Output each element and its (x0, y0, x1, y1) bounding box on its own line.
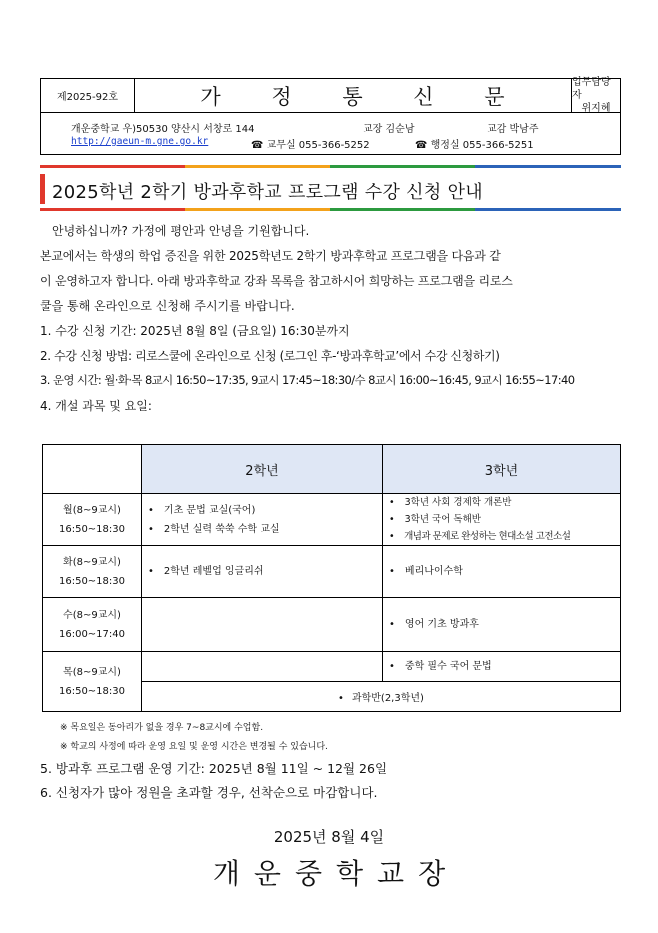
rule-red (40, 165, 185, 168)
intro-line-1: 본교에서는 학생의 학업 증진을 위한 2025학년도 2학기 방과후학교 프로그램을 다음과 같 (40, 249, 501, 263)
item-apply-period: 1. 수강 신청 기간: 2025년 8월 8일 (금요일) 16:30분까지 (40, 324, 350, 338)
grade2-cell (142, 494, 383, 546)
day-time: 16:00~17:40 (58, 628, 125, 640)
header-grade-2: 2학년 (142, 445, 383, 494)
rule-red-bottom (40, 208, 185, 211)
item-schedule: 3. 운영 시간: 월·화·목 8교시 16:50~17:35, 9교시 17:45~18:30/수 8교시 16:00~16:45, 9교시 16:55~17:40 (40, 373, 575, 387)
list-item: • 베리나이수학 (389, 562, 620, 581)
staff-label: 업무담당자 (572, 77, 611, 101)
day-label: 월(8~9교시) (63, 504, 121, 516)
grade3-cell (383, 598, 621, 652)
day-cell (43, 494, 142, 546)
school-address: 개운중학교 우)50530 양산시 서창로 144 (71, 124, 255, 135)
school-info (40, 113, 621, 155)
day-time: 16:50~18:30 (58, 523, 125, 535)
rule-orange (185, 165, 330, 168)
grade3-cell (383, 546, 621, 598)
vice-principal-name: 교감 박남주 (487, 124, 539, 135)
doc-number: 제2025-92호 (41, 79, 135, 112)
grade2-cell (142, 546, 383, 598)
day-time: 16:50~18:30 (58, 575, 125, 587)
day-label: 목(8~9교시) (63, 666, 121, 678)
school-url-link[interactable]: http://gaeun-m.gne.go.kr (71, 136, 209, 147)
doc-title: 가 정 통 신 문 (134, 79, 572, 112)
principal-name: 교장 김순남 (363, 124, 415, 135)
staff-name: 위지혜 (581, 103, 611, 114)
rule-green-bottom (330, 208, 475, 211)
shared-cell (142, 682, 621, 712)
item-courses: 4. 개설 과목 및 요일: (40, 399, 152, 413)
table-row (43, 598, 621, 652)
course-table (42, 444, 621, 712)
header-table (40, 78, 621, 113)
table-row (43, 546, 621, 598)
day-time: 16:50~18:30 (58, 685, 125, 697)
title-accent-bar (40, 174, 45, 204)
admin-office-phone: ☎ 행정실 055-366-5251 (415, 140, 534, 151)
list-item: • 개념과 문제로 완성하는 현대소설 고전소설 (389, 528, 620, 545)
day-cell (43, 598, 142, 652)
grade3-cell (383, 652, 621, 682)
list-item: • 3학년 사회 경제학 개론반 (389, 494, 620, 511)
staff-box (572, 79, 620, 112)
grade2-cell (142, 598, 383, 652)
day-label: 수(8~9교시) (63, 609, 121, 621)
list-item: • 2학년 레벨업 잉글리쉬 (148, 562, 382, 581)
note-thursday: ※ 목요일은 동아리가 없을 경우 7~8교시에 수업함. (60, 723, 264, 733)
rule-blue-bottom (475, 208, 621, 211)
greeting: 안녕하십니까? 가정에 평안과 안녕을 기원합니다. (52, 224, 310, 238)
header-empty (43, 445, 142, 494)
day-cell (43, 652, 142, 712)
header-grade-3: 3학년 (383, 445, 621, 494)
rule-green (330, 165, 475, 168)
rule-blue (475, 165, 621, 168)
bullet-icon: • (338, 693, 344, 704)
table-header-row (43, 445, 621, 494)
shared-course: 과학반(2,3학년) (351, 693, 424, 704)
list-item: • 영어 기초 방과후 (389, 615, 620, 634)
rule-orange-bottom (185, 208, 330, 211)
item-operation-period: 5. 방과후 프로그램 운영 기간: 2025년 8월 11일 ~ 12월 26일 (40, 761, 388, 776)
table-row (43, 652, 621, 682)
intro-line-2: 이 운영하고자 합니다. 아래 방과후학교 강좌 목록을 참고하시어 희망하는 프로그램을 리로스 (40, 274, 513, 288)
grade2-cell (142, 652, 383, 682)
issue-date: 2025년 8월 4일 (273, 828, 385, 846)
list-item: • 중학 필수 국어 문법 (389, 657, 620, 676)
list-item: • 2학년 실력 쑥쑥 수학 교실 (148, 520, 382, 539)
teachers-office-phone: ☎ 교무실 055-366-5252 (251, 140, 370, 151)
grade3-cell (383, 494, 621, 546)
day-cell (43, 546, 142, 598)
table-row (43, 494, 621, 546)
notice-title: 2025학년 2학기 방과후학교 프로그램 수강 신청 안내 (52, 182, 483, 203)
list-item: • 기초 문법 교실(국어) (148, 501, 382, 520)
item-first-come: 6. 신청자가 많아 정원을 초과할 경우, 선착순으로 마감합니다. (40, 785, 378, 800)
note-change: ※ 학교의 사정에 따라 운영 요일 및 운영 시간은 변경될 수 있습니다. (60, 742, 328, 752)
principal-signature: 개운중학교장 (212, 857, 460, 890)
item-apply-method: 2. 수강 신청 방법: 리로스쿨에 온라인으로 신청 (로그인 후-‘방과후학교’에서 수강 신청하기) (40, 349, 500, 363)
day-label: 화(8~9교시) (63, 556, 121, 568)
intro-line-3: 쿨을 통해 온라인으로 신청해 주시기를 바랍니다. (40, 299, 295, 313)
list-item: • 3학년 국어 독해반 (389, 511, 620, 528)
